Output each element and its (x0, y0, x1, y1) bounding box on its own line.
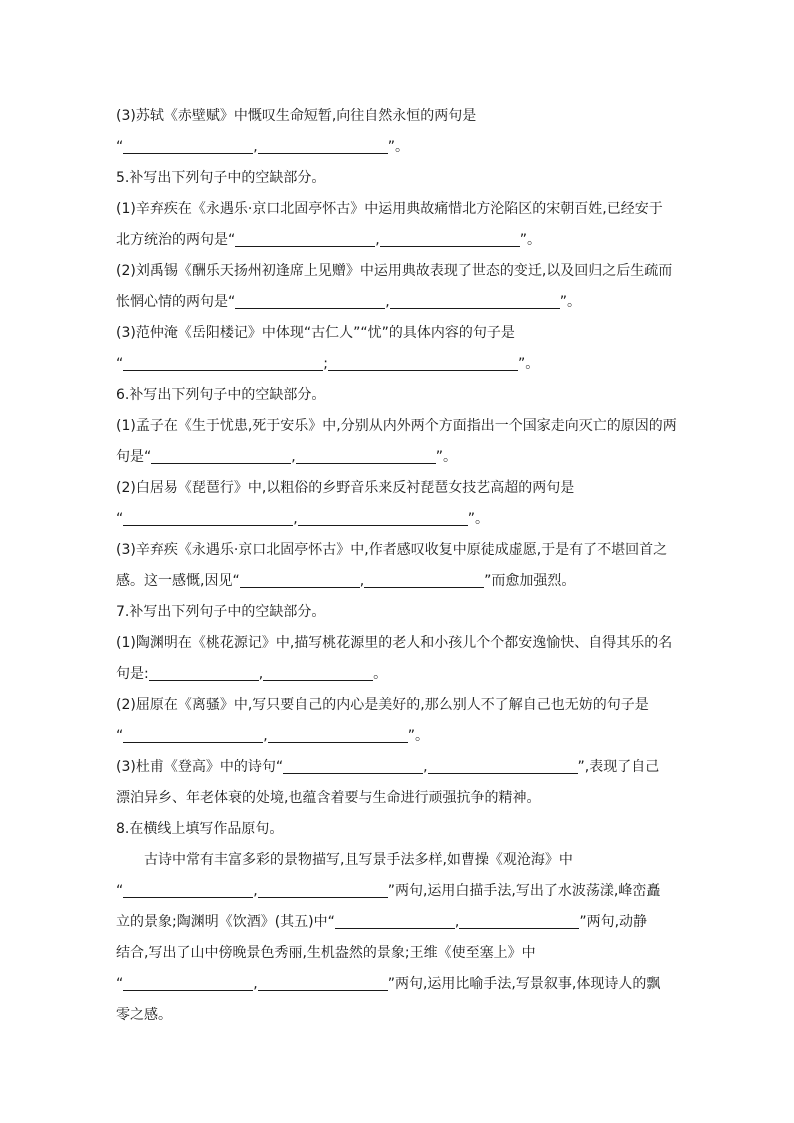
answer-blank[interactable] (240, 569, 360, 588)
text-segment: ”。 (517, 356, 540, 372)
text-segment: ”两句,运用比喻手法,写景叙事,体现诗人的飘 (387, 976, 661, 992)
text-segment: (3)范仲淹《岳阳楼记》中体现“古仁人”“忧”的具体内容的句子是 (116, 325, 515, 341)
text-segment: 感。这一感慨,因见“ (116, 573, 240, 589)
text-segment: 句是: (116, 666, 149, 682)
text-segment: “ (116, 356, 124, 372)
text-segment: ”两句,动静 (579, 914, 648, 930)
text-segment: (3)辛弃疾《永遇乐·京口北固亭怀古》中,作者感叹收复中原徒成虚愿,于是有了不堪回首之 (116, 542, 668, 558)
text-segment: , (375, 232, 380, 248)
text-line (116, 380, 686, 411)
answer-blank[interactable] (149, 662, 259, 681)
text-segment: “ (116, 139, 124, 155)
text-segment: 结合,写出了山中傍晚景色秀丽,生机盎然的景象;王维《使至塞上》中 (116, 945, 536, 961)
text-segment: 怅惘心情的两句是“ (116, 294, 236, 310)
answer-blank[interactable] (123, 879, 253, 898)
text-segment: , (253, 883, 258, 899)
text-segment: 7.补写出下列句子中的空缺部分。 (116, 604, 326, 620)
text-line (116, 132, 686, 163)
text-line (116, 318, 686, 349)
text-segment: 北方统治的两句是“ (116, 232, 236, 248)
text-line (116, 473, 686, 504)
text-segment: (2)刘禹锡《酬乐天扬州初逢席上见赠》中运用典故表现了世态的变迁,以及回归之后生疏而 (116, 263, 673, 279)
text-line (116, 1000, 686, 1031)
text-line (116, 783, 686, 814)
answer-blank[interactable] (123, 972, 253, 991)
answer-blank[interactable] (123, 724, 263, 743)
text-segment: , (385, 294, 390, 310)
text-segment: 8.在横线上填写作品原句。 (116, 821, 284, 837)
text-segment: 立的景象;陶渊明《饮酒》(其五)中“ (116, 914, 335, 930)
text-segment: ”,表现了自己 (577, 759, 660, 775)
text-line (116, 752, 686, 783)
answer-blank[interactable] (258, 879, 388, 898)
text-segment: ”而愈加强烈。 (484, 573, 576, 589)
text-segment: (1)辛弃疾在《永遇乐·京口北固亭怀古》中运用典故痛惜北方沦陷区的宋朝百姓,已经安于 (116, 201, 663, 217)
answer-blank[interactable] (151, 445, 291, 464)
text-segment: ; (323, 356, 328, 372)
answer-blank[interactable] (235, 228, 375, 247)
text-line (116, 101, 686, 132)
text-line (116, 442, 686, 473)
text-segment: “ (116, 883, 124, 899)
text-segment: 零之感。 (116, 1007, 172, 1023)
text-segment: (2)屈原在《离骚》中,写只要自己的内心是美好的,那么别人不了解自己也无妨的句子是 (116, 697, 649, 713)
text-segment: ”。 (559, 294, 581, 310)
text-line (116, 721, 686, 752)
text-segment: 漂泊异乡、年老体衰的处境,也蕴含着要与生命进行顽强抗争的精神。 (116, 790, 541, 806)
text-segment: (2)白居易《琵琶行》中,以粗俗的乡野音乐来反衬琵琶女技艺高超的两句是 (116, 480, 575, 496)
text-segment: , (423, 759, 428, 775)
text-line (116, 876, 686, 907)
answer-blank[interactable] (283, 755, 423, 774)
text-line (116, 845, 686, 876)
text-line (116, 411, 686, 442)
text-segment: ”。 (435, 449, 457, 465)
text-line (116, 163, 686, 194)
text-segment: “ (116, 728, 124, 744)
text-line (116, 628, 686, 659)
answer-blank[interactable] (328, 352, 518, 371)
text-line (116, 225, 686, 256)
text-segment: “ (116, 976, 124, 992)
text-segment: (3)苏轼《赤壁赋》中慨叹生命短暂,向往自然永恒的两句是 (116, 108, 477, 124)
text-line (116, 535, 686, 566)
text-segment: , (263, 728, 268, 744)
text-line (116, 659, 686, 690)
text-line (116, 907, 686, 938)
answer-blank[interactable] (263, 662, 373, 681)
text-segment: 句是“ (116, 449, 152, 465)
exercise-content (116, 101, 686, 1031)
answer-blank[interactable] (459, 910, 579, 929)
text-segment: ”。 (387, 139, 409, 155)
text-segment: ”两句,运用白描手法,写出了水波荡漾,峰峦矗 (387, 883, 661, 899)
text-segment: , (454, 914, 460, 930)
text-line (116, 969, 686, 1000)
answer-blank[interactable] (380, 228, 520, 247)
text-segment: , (253, 139, 258, 155)
text-segment: (1)陶渊明在《桃花源记》中,描写桃花源里的老人和小孩儿个个都安逸愉快、自得其乐的名 (116, 635, 673, 651)
answer-blank[interactable] (123, 135, 253, 154)
answer-blank[interactable] (235, 290, 385, 309)
text-segment: , (253, 976, 258, 992)
text-segment: “ (116, 511, 124, 527)
text-line (116, 349, 686, 380)
text-line (116, 597, 686, 628)
answer-blank[interactable] (268, 724, 408, 743)
answer-blank[interactable] (296, 445, 436, 464)
text-line (116, 566, 686, 597)
text-segment: (1)孟子在《生于忧患,死于安乐》中,分别从内外两个方面指出一个国家走向灭亡的原因的两 (116, 418, 677, 434)
text-line (116, 690, 686, 721)
answer-blank[interactable] (258, 972, 388, 991)
text-segment: , (359, 573, 365, 589)
text-segment: 5.补写出下列句子中的空缺部分。 (116, 170, 326, 186)
text-segment: 6.补写出下列句子中的空缺部分。 (116, 387, 326, 403)
text-segment: , (291, 449, 296, 465)
text-segment: , (293, 511, 298, 527)
text-segment: (3)杜甫《登高》中的诗句“ (116, 759, 284, 775)
answer-blank[interactable] (364, 569, 484, 588)
answer-blank[interactable] (258, 135, 388, 154)
text-line (116, 256, 686, 287)
text-line (116, 938, 686, 969)
answer-blank[interactable] (298, 507, 468, 526)
text-line (116, 287, 686, 318)
answer-blank[interactable] (428, 755, 578, 774)
text-line (116, 194, 686, 225)
text-segment: ”。 (407, 728, 429, 744)
text-segment: ”。 (519, 232, 541, 248)
text-segment: 古诗中常有丰富多彩的景物描写,且写景手法多样,如曹操《观沧海》中 (144, 852, 573, 868)
answer-blank[interactable] (335, 910, 455, 929)
text-line (116, 814, 686, 845)
text-segment: , (258, 666, 264, 682)
answer-blank[interactable] (390, 290, 560, 309)
text-segment: 。 (373, 666, 388, 682)
text-line (116, 504, 686, 535)
text-segment: ”。 (467, 511, 489, 527)
answer-blank[interactable] (123, 507, 293, 526)
answer-blank[interactable] (123, 352, 323, 371)
